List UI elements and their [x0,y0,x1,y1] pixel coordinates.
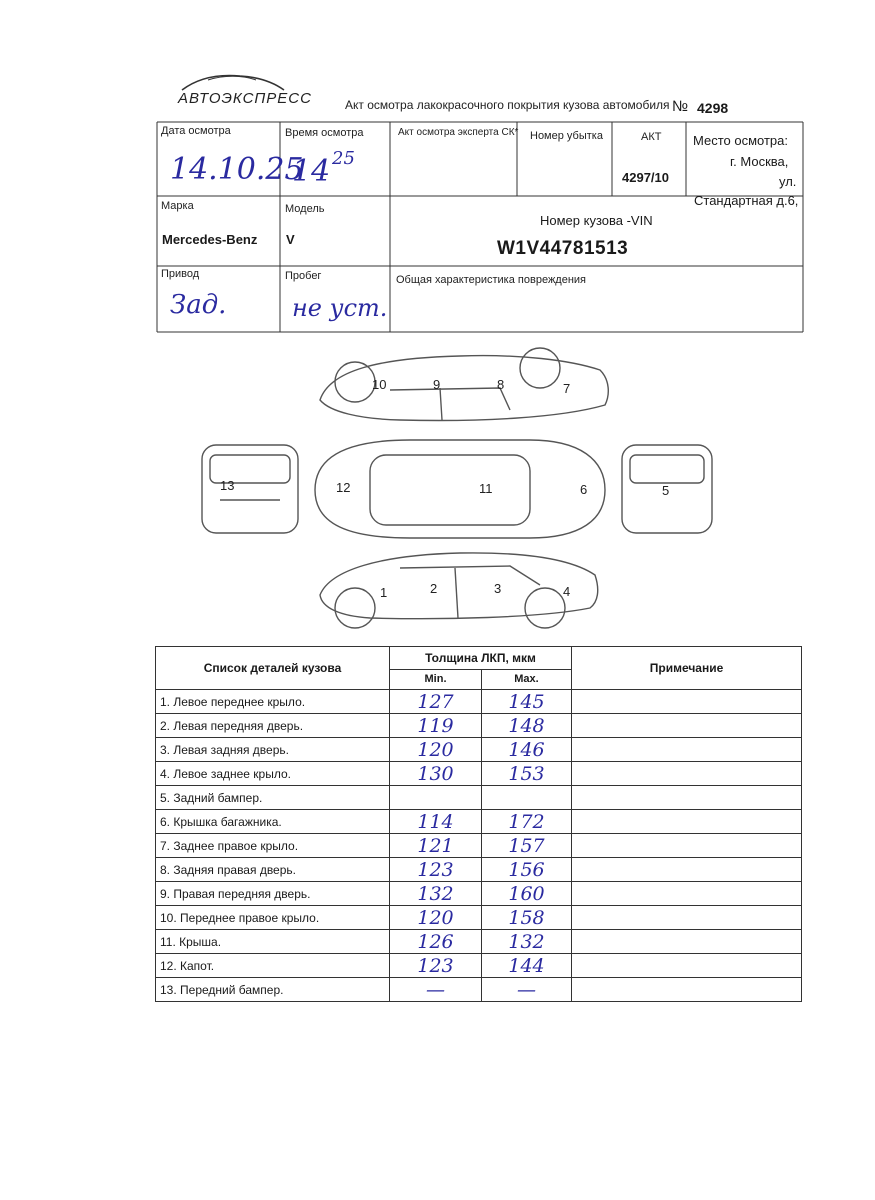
note-cell [572,906,802,930]
note-cell [572,810,802,834]
time-minutes: 25 [332,148,355,169]
diagram-label-3: 3 [494,581,502,596]
mileage-label: Пробег [285,270,322,282]
part-name: 9. Правая передняя дверь. [156,882,390,906]
act-value: 4297/10 [622,170,669,185]
diagram-label-4: 4 [563,584,571,599]
min-thickness: 130 [390,762,482,786]
diagram-label-2: 2 [430,581,438,596]
brand-label: Марка [161,200,194,212]
max-thickness: 148 [482,714,572,738]
note-cell [572,762,802,786]
min-thickness: 119 [390,714,482,738]
table-row [156,762,802,786]
table-row [156,786,802,810]
expert-act-label: Акт осмотра эксперта СК* [398,127,519,138]
max-thickness: 153 [482,762,572,786]
max-thickness: 156 [482,858,572,882]
max-thickness: 145 [482,690,572,714]
min-thickness [390,786,482,810]
min-thickness: 127 [390,690,482,714]
note-cell [572,978,802,1002]
drive-label: Привод [161,268,200,280]
time-label: Время осмотра [285,127,364,139]
diagram-label-5: 5 [662,483,670,498]
table-row [156,858,802,882]
car-front-view [202,445,298,533]
loss-number-label: Номер убытка [530,130,603,142]
document-title: Акт осмотра лакокрасочного покрытия кузова автомобиля [345,98,670,112]
act-label: АКТ [641,131,662,143]
table-row [156,834,802,858]
part-name: 11. Крыша. [156,930,390,954]
damage-label: Общая характеристика повреждения [396,274,587,286]
min-thickness: 121 [390,834,482,858]
place-street-prefix: ул. [779,174,797,189]
note-cell [572,930,802,954]
part-name: 10. Переднее правое крыло. [156,906,390,930]
mileage-value: не уст. [292,294,388,322]
diagram-label-10: 10 [372,377,387,392]
part-name: 1. Левое переднее крыло. [156,690,390,714]
max-thickness: 172 [482,810,572,834]
note-cell [572,834,802,858]
car-body-diagram [180,340,720,640]
table-row [156,738,802,762]
model-label: Модель [285,203,325,215]
table-row [156,978,802,1002]
brand-logo: АВТОЭКСПРЕСС [178,90,312,107]
min-thickness: 132 [390,882,482,906]
part-name: 5. Задний бампер. [156,786,390,810]
min-thickness: 126 [390,930,482,954]
min-thickness: 120 [390,906,482,930]
time-hour: 14 [292,154,331,189]
min-thickness: 123 [390,954,482,978]
note-cell [572,954,802,978]
max-thickness: 160 [482,882,572,906]
table-row [156,954,802,978]
min-thickness: — [390,978,482,1002]
date-value: 14.10.25 [170,152,304,187]
min-thickness: 123 [390,858,482,882]
parts-table [155,646,802,1002]
diagram-label-12: 12 [336,480,351,495]
part-name: 7. Заднее правое крыло. [156,834,390,858]
min-thickness: 120 [390,738,482,762]
max-thickness: 157 [482,834,572,858]
note-cell [572,738,802,762]
part-name: 2. Левая передняя дверь. [156,714,390,738]
date-label: Дата осмотра [161,125,231,137]
table-row [156,714,802,738]
diagram-label-13: 13 [220,478,235,493]
max-thickness: 144 [482,954,572,978]
diagram-label-1: 1 [380,585,388,600]
car-left-side-view [320,553,598,628]
col-min-header: Min. [390,669,482,689]
vin-value: W1V44781513 [497,238,629,259]
diagram-label-8: 8 [497,377,505,392]
max-thickness: 158 [482,906,572,930]
note-cell [572,786,802,810]
document-number: 4298 [697,100,729,116]
table-row [156,882,802,906]
col-note-header: Примечание [572,647,802,690]
table-row [156,906,802,930]
note-cell [572,858,802,882]
max-thickness: 132 [482,930,572,954]
note-cell [572,690,802,714]
diagram-label-11: 11 [479,481,493,496]
table-row [156,930,802,954]
part-name: 3. Левая задняя дверь. [156,738,390,762]
max-thickness [482,786,572,810]
diagram-label-6: 6 [580,482,588,497]
col-thickness-header: Толщина ЛКП, мкм [390,647,572,670]
note-cell [572,714,802,738]
part-name: 8. Задняя правая дверь. [156,858,390,882]
part-name: 4. Левое заднее крыло. [156,762,390,786]
model-value: V [286,232,295,247]
table-row [156,690,802,714]
header-grid [0,0,875,340]
table-row [156,810,802,834]
note-cell [572,882,802,906]
brand-value: Mercedes-Benz [162,232,258,247]
max-thickness: — [482,978,572,1002]
col-parts-header: Список деталей кузова [156,647,390,690]
min-thickness: 114 [390,810,482,834]
max-thickness: 146 [482,738,572,762]
diagram-label-9: 9 [433,377,441,392]
diagram-label-7: 7 [563,381,571,396]
place-street: Стандартная д.6, [694,193,799,208]
document-number-sign: № [672,98,689,115]
part-name: 12. Капот. [156,954,390,978]
part-name: 13. Передний бампер. [156,978,390,1002]
drive-value: Зад. [170,290,227,320]
part-name: 6. Крышка багажника. [156,810,390,834]
place-city: г. Москва, [730,154,789,169]
car-top-view [315,440,605,538]
col-max-header: Max. [482,669,572,689]
vin-label: Номер кузова -VIN [540,213,653,228]
place-label: Место осмотра: [693,133,788,148]
